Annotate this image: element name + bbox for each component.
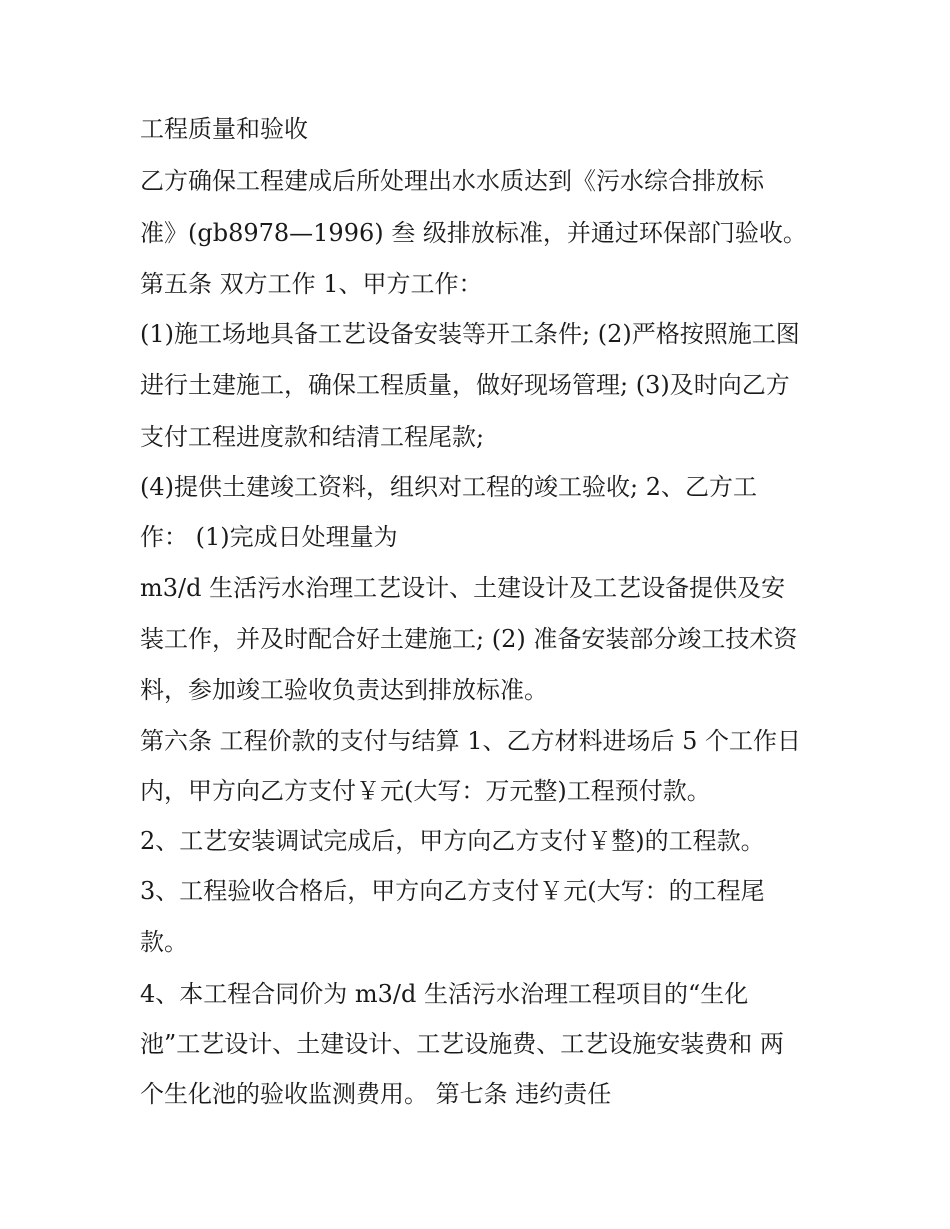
text-line: 支付工程进度款和结清工程尾款; [140,423,485,451]
text-line: 乙方确保工程建成后所处理出水水质达到《污水综合排放标 [140,167,764,195]
text-line-article-7: 个生化池的验收监测费用。 第七条 违约责任 [140,1080,612,1108]
text-line: 准》(gb8978—1996) 叁 级排放标准，并通过环保部门验收。 [140,219,807,247]
text-line: m3/d 生活污水治理工艺设计、土建设计及工艺设备提供及安 [140,574,786,602]
text-line: 内，甲方向乙方支付￥元(大写：万元整)工程预付款。 [140,777,711,805]
text-line: 2、工艺安装调试完成后，甲方向乙方支付￥整)的工程款。 [140,827,765,855]
text-line: 4、本工程合同价为 m3/d 生活污水治理工程项目的“生化 [140,980,749,1008]
text-line-heading: 工程质量和验收 [140,115,308,143]
text-line: 款。 [140,928,188,956]
text-line-article-6: 第六条 工程价款的支付与结算 1、乙方材料进场后 5 个工作日 [140,727,802,755]
text-line: 料，参加竣工验收负责达到排放标准。 [140,676,548,704]
text-line: 作： (1)完成日处理量为 [140,523,398,551]
text-line-article-5: 第五条 双方工作 1、甲方工作： [140,270,483,298]
text-line: 3、工程验收合格后，甲方向乙方支付￥元(大写：的工程尾 [140,877,765,905]
text-line: (1)施工场地具备工艺设备安装等开工条件; (2)严格按照施工图 [140,320,800,348]
text-line: (4)提供土建竣工资料，组织对工程的竣工验收; 2、乙方工 [140,473,757,501]
text-line: 池”工艺设计、土建设计、工艺设施费、工艺设施安装费和 两 [140,1030,784,1058]
text-line: 进行土建施工，确保工程质量，做好现场管理; (3)及时向乙方 [140,371,790,399]
text-line: 装工作，并及时配合好土建施工; (2) 准备安装部分竣工技术资 [140,625,798,653]
